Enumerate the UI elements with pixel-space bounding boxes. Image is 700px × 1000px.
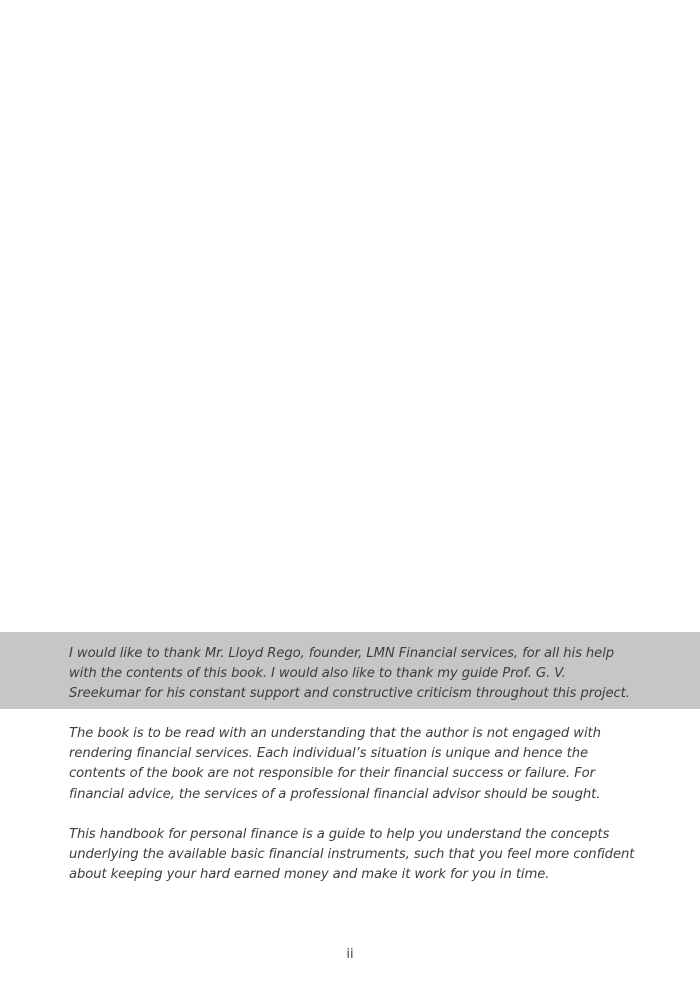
purpose-paragraph: This handbook for personal finance is a guide to help you understand the concepts underlying the available basic financial instruments, such that you feel more confident about keeping your hard earned money and make it work for you in time. [69,827,635,883]
page-number: ii [346,947,354,962]
disclaimer-paragraph: The book is to be read with an understanding that the author is not engaged with rendering financial services. Each individual’s situation is unique and hence the contents of the book are not responsible for their financial success or failure. For financial advice, the services of a professional financial advisor should be sought. [69,726,601,802]
acknowledgement-paragraph: I would like to thank Mr. Lloyd Rego, founder, LMN Financial services, for all his help with the contents of this book. I would also like to thank my guide Prof. G. V. Sreekumar for his constant support and constructive criticism throughout this project. [69,646,630,702]
